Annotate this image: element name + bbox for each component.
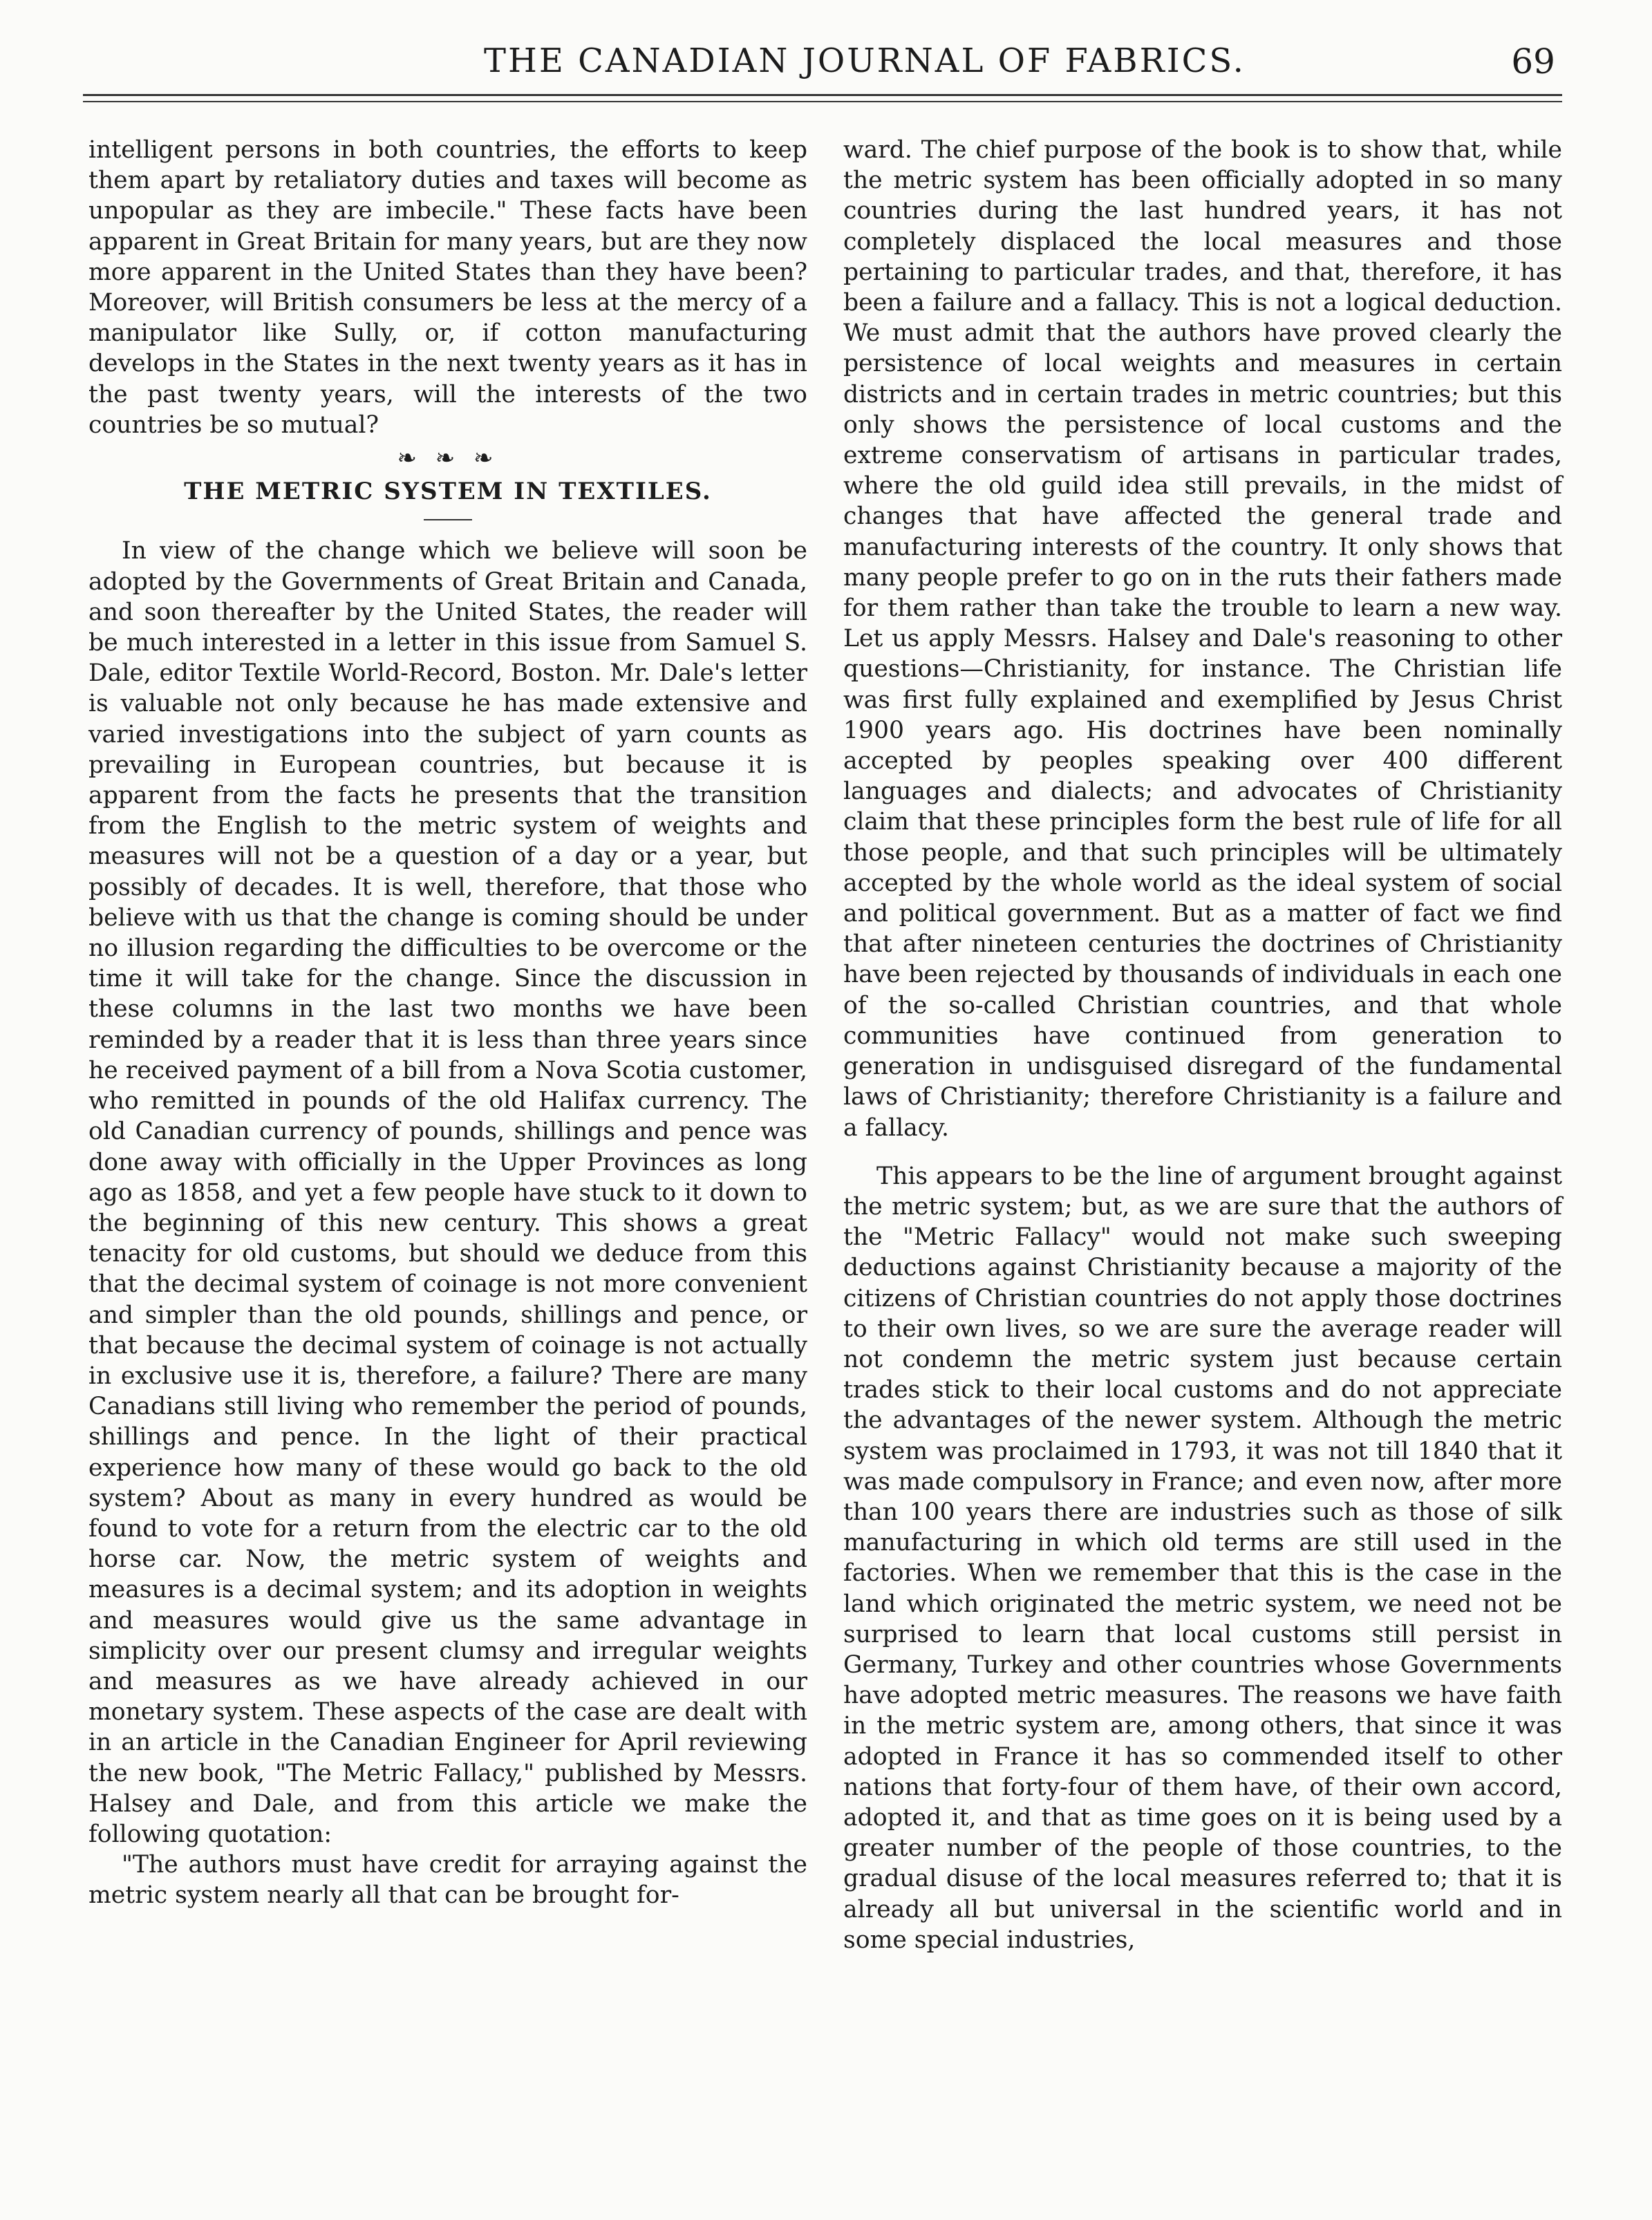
paragraph-gap bbox=[843, 1143, 1562, 1161]
page-number: 69 bbox=[1511, 41, 1555, 82]
left-column bbox=[88, 135, 807, 1911]
heading-divider bbox=[424, 519, 472, 520]
quotation-paragraph: "The authors must have credit for arraying against the metric system nearly all that can be brought for- bbox=[88, 1851, 807, 1910]
paragraph: intelligent persons in both countries, the efforts to keep them apart by retaliatory duties and taxes will become as unpopular as they are imbecile." These facts have been apparent in Great Britain for many years, but are they now more apparent in the United States than they have been? Moreover, will British consumers be less at the mercy of a manipulator like Sully, or, if cotton manufacturing develops in the States in the next twenty years as it has in the past twenty years, will the interests of the two countries be so mutual? bbox=[88, 136, 807, 439]
header-rule-thin bbox=[83, 101, 1562, 102]
section-heading: THE METRIC SYSTEM IN TEXTILES. bbox=[184, 478, 712, 506]
right-column bbox=[843, 135, 1562, 1955]
paragraph: ward. The chief purpose of the book is to show that, while the metric system has been officially adopted in so many countries during the last hundred years, it has not completely displaced the local measures and those pertaining to particular trades, and that, therefore, it has been a failure and a fallacy. This is not a logical deduction. We must admit that the authors have proved clearly the persistence of local weights and measures in certain districts and in certain trades in metric countries; but this only shows the persistence of local customs and the extreme conservatism of artisans in particular trades, where the old guild idea still prevails, in the midst of changes that have affected the general trade and manufacturing interests of the country. It only shows that many people prefer to go on in the ruts their fathers made for them rather than take the trouble to learn a new way. Let us apply Messrs. Halsey and Dale's reasoning to other questions—Christianity, for instance. The Christian life was first fully explained and exemplified by Jesus Christ 1900 years ago. His doctrines have been nominally accepted by peoples speaking over 400 different languages and dialects; and advocates of Christianity claim that these principles form the best rule of life for all those people, and that such principles will be ultimately accepted by the whole world as the ideal system of social and political government. But as a matter of fact we find that after nineteen centuries the doctrines of Christianity have been rejected by thousands of individuals in each one of the so-called Christian countries, and that whole communities have continued from generation to generation in undisguised disregard of the fundamental laws of Christianity; therefore Christianity is a failure and a fallacy. bbox=[843, 136, 1562, 1142]
page-header bbox=[97, 41, 1555, 90]
paragraph: This appears to be the line of argument brought against the metric system; but, as we are sure that the authors of the "Metric Fallacy" would not make such sweeping deductions against Christianity because a majority of the citizens of Christian countries do not apply those doctrines to their own lives, so we are sure the average reader will not condemn the metric system just because certain trades stick to their local customs and do not appreciate the advantages of the newer system. Although the metric system was proclaimed in 1793, it was not till 1840 that it was made compulsory in France; and even now, after more than 100 years there are industries such as those of silk manufacturing in which old terms are still used in the factories. When we remember that this is the case in the land which originated the metric system, we need not be surprised to learn that local customs still persist in Germany, Turkey and other countries whose Governments have adopted metric measures. The reasons we have faith in the metric system are, among others, that since it was adopted in France it has so commended itself to other nations that forty-four of them have, of their own accord, adopted it, and that as time goes on it is being used by a greater number of the people of those countries, to the gradual disuse of the local measures referred to; that it is already all but universal in the scientific world and in some special industries, bbox=[843, 1162, 1562, 1954]
section-ornament: ❧ ❧ ❧ bbox=[397, 444, 499, 473]
paragraph: In view of the change which we believe will soon be adopted by the Governments of Great Britain and Canada, and soon thereafter by the United States, the reader will be much interested in a letter in this issue from Samuel S. Dale, editor Textile World-Record, Boston. Mr. Dale's letter is valuable not only because he has made extensive and varied investigations into the subject of yarn counts as prevailing in European countries, but because it is apparent from the facts he presents that the transition from the English to the metric system of weights and measures will not be a question of a day or a year, but possibly of decades. It is well, therefore, that those who believe with us that the change is coming should be under no illusion regarding the difficulties to be overcome or the time it will take for the change. Since the discussion in these columns in the last two months we have been reminded by a reader that it is less than three years since he received payment of a bill from a Nova Scotia customer, who remitted in pounds of the old Halifax currency. The old Canadian currency of pounds, shillings and pence was done away with officially in the Upper Provinces as long ago as 1858, and yet a few people have stuck to it down to the beginning of this new century. This shows a great tenacity for old customs, but should we deduce from this that the decimal system of coinage is not more convenient and simpler than the old pounds, shillings and pence, or that because the decimal system of coinage is not actually in exclusive use it is, therefore, a failure? There are many Canadians still living who remember the period of pounds, shillings and pence. In the light of their practical experience how many of these would go back to the old system? About as many in every hundred as would be found to vote for a return from the electric car to the old horse car. Now, the metric system of weights and measures is a decimal system; and its adoption in weights and measures would give us the same advantage in simplicity over our present clumsy and irregular weights and measures as we have already achieved in our monetary system. These aspects of the case are dealt with in an article in the Canadian Engineer for April reviewing the new book, "The Metric Fallacy," published by Messrs. Halsey and Dale, and from this article we make the following quotation: bbox=[88, 537, 807, 1848]
running-title: THE CANADIAN JOURNAL OF FABRICS. bbox=[484, 41, 1246, 80]
header-rule bbox=[83, 94, 1562, 96]
